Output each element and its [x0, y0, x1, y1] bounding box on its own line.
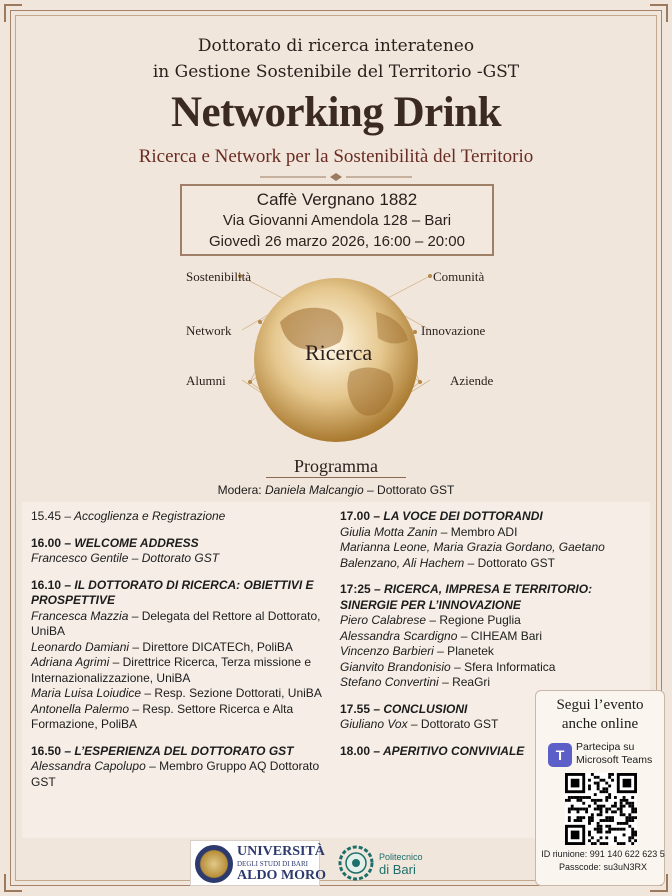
- program-item-title: [31, 509, 331, 525]
- program-item: [340, 509, 630, 571]
- program-item: [31, 536, 331, 567]
- program-item-dash: –: [61, 577, 75, 592]
- program-item-title: [340, 509, 630, 525]
- program-item-dash: –: [61, 535, 75, 550]
- speaker-line: [31, 609, 331, 640]
- moderator-prefix: Modera:: [217, 483, 265, 497]
- poliba-gear-icon: [337, 844, 375, 882]
- online-subtitle: anche online: [561, 716, 639, 732]
- globe-label-comunita: Comunità: [433, 269, 485, 284]
- speaker-role: – ReaGri: [438, 675, 491, 689]
- speaker-line: [340, 660, 630, 676]
- meeting-passcode: Passcode: su3uN3RX: [558, 862, 648, 872]
- speaker-role: – Direttrice Ricerca, Terza missione e Internazionalizzazione, UniBA: [31, 655, 312, 685]
- speaker-line: [31, 702, 331, 733]
- program-item-label: CONCLUSIONI: [383, 701, 468, 716]
- program-item-dash: –: [61, 509, 74, 523]
- moderator-line: [0, 483, 672, 497]
- program-item-label: L’ESPERIENZA DEL DOTTORATO GST: [74, 743, 294, 758]
- corner-ornament: [4, 874, 22, 892]
- program-item: [340, 582, 630, 691]
- speaker-name: Marianna Leone, Maria Grazia Gordano, Gaetano Balenzano, Ali Hachem: [340, 540, 605, 570]
- speaker-line: [340, 613, 630, 629]
- uniba-logo-line3: ALDO MORO: [237, 868, 327, 883]
- speaker-role: – Dottorato GST: [128, 551, 220, 565]
- venue-address: Via Giovanni Amendola 128 – Bari: [222, 212, 452, 229]
- moderator-name: Daniela Malcangio: [264, 483, 364, 497]
- speaker-role: – Membro Gruppo AQ Dottorato GST: [31, 759, 320, 789]
- teams-line2: Microsoft Teams: [576, 754, 653, 766]
- online-panel: [535, 690, 665, 886]
- globe-label-aziende: Aziende: [450, 373, 494, 388]
- program-item-time: 15.45: [31, 509, 62, 523]
- qr-code-icon[interactable]: [546, 773, 656, 845]
- speaker-role: – Dottorato GST: [407, 717, 499, 731]
- program-item-dash: –: [370, 743, 383, 758]
- speaker-role: – Delegata del Rettore al Dottorato, UniBA: [31, 608, 321, 638]
- speaker-line: [31, 759, 331, 790]
- teams-line1: Partecipa su: [576, 741, 635, 753]
- speaker-name: Francesca Mazzia: [31, 608, 129, 623]
- program-heading: Programma: [294, 456, 378, 476]
- speaker-role: – Membro ADI: [437, 524, 518, 539]
- globe-label-alumni: Alumni: [186, 373, 226, 388]
- speaker-line: [31, 640, 331, 656]
- speaker-name: Antonella Palermo: [31, 701, 130, 716]
- event-datetime: Giovedì 26 marzo 2026, 16:00 – 20:00: [208, 233, 465, 250]
- program-item-time: 17.55: [340, 701, 371, 716]
- speaker-line: [31, 655, 331, 686]
- teams-icon[interactable]: T: [548, 743, 572, 767]
- venue-box: [180, 184, 494, 256]
- speaker-name: Adriana Agrimi: [31, 655, 110, 669]
- globe-label-innovazione: Innovazione: [421, 323, 486, 338]
- speaker-name: Alessandra Capolupo: [31, 759, 146, 773]
- uniba-logo-line1: UNIVERSITÀ: [237, 844, 325, 859]
- speaker-name: Giulia Motta Zanin: [340, 524, 438, 539]
- venue-name: Caffè Vergnano 1882: [256, 190, 418, 209]
- program-item-label: Accoglienza e Registrazione: [73, 509, 226, 523]
- speaker-name: Alessandra Scardigno: [340, 628, 458, 643]
- program-item-label: RICERCA, IMPRESA E TERRITORIO: SINERGIE PER L’INNOVAZIONE: [340, 582, 593, 612]
- program-item-time: 16.50: [31, 743, 62, 758]
- program-item-time: 16.00: [31, 535, 62, 550]
- globe-label-sostenibilita: Sostenibilità: [186, 269, 251, 284]
- speaker-name: Vincenzo Barbieri: [340, 644, 434, 658]
- uniba-logo: [190, 840, 327, 886]
- program-item-title: [31, 536, 331, 552]
- program-item-title: [340, 582, 630, 613]
- speaker-line: [340, 675, 630, 691]
- speaker-role: – CIHEAM Bari: [457, 628, 543, 643]
- program-underline: [266, 477, 406, 478]
- uniba-seal-icon: [195, 845, 233, 883]
- speaker-line: [340, 540, 630, 571]
- program-item-dash: –: [370, 509, 384, 523]
- uniba-logo-line2: DEGLI STUDI DI BARI: [237, 860, 308, 868]
- program-item-label: WELCOME ADDRESS: [74, 535, 199, 550]
- program-item: [31, 578, 331, 733]
- program-name-line1: Dottorato di ricerca interateneo: [197, 36, 475, 56]
- speaker-role: – Sfera Informatica: [450, 659, 556, 674]
- program-item: [31, 509, 331, 525]
- speaker-name: Francesco Gentile: [31, 551, 129, 565]
- poliba-logo: [335, 840, 433, 886]
- speaker-line: [340, 644, 630, 660]
- program-column-left: [31, 509, 331, 801]
- program-item-dash: –: [61, 743, 75, 758]
- program-item-label: APERITIVO CONVIVIALE: [382, 743, 525, 758]
- speaker-line: [340, 525, 630, 541]
- program-item-title: [31, 744, 331, 760]
- moderator-role: – Dottorato GST: [363, 483, 455, 497]
- speaker-line: [31, 686, 331, 702]
- speaker-name: Piero Calabrese: [340, 613, 427, 627]
- ornament-divider: [260, 172, 412, 182]
- speaker-role: – Dottorato GST: [464, 555, 555, 570]
- program-item-label: IL DOTTORATO DI RICERCA: OBIETTIVI E PROSPETTIVE: [31, 577, 314, 607]
- speaker-role: – Regione Puglia: [426, 613, 521, 627]
- teams-link[interactable]: [576, 741, 652, 767]
- meeting-id: ID riunione: 991 140 622 623 5: [541, 849, 665, 859]
- corner-ornament: [650, 4, 668, 22]
- speaker-role: – Planetek: [433, 644, 494, 658]
- corner-ornament: [4, 4, 22, 22]
- program-item-time: 17.00: [340, 509, 371, 523]
- speaker-name: Giuliano Vox: [340, 717, 408, 731]
- speaker-line: [31, 551, 331, 567]
- speaker-name: Leonardo Damiani: [31, 639, 130, 654]
- globe-label-network: Network: [186, 323, 232, 338]
- online-title: Segui l’evento: [556, 697, 644, 713]
- program-item-dash: –: [370, 701, 384, 716]
- speaker-role: – Resp. Settore Ricerca e Alta Formazione, PoliBA: [31, 701, 294, 731]
- program-item-dash: –: [370, 582, 385, 596]
- program-item-title: [31, 578, 331, 609]
- speaker-name: Stefano Convertini: [340, 675, 439, 689]
- program-item-time: 16.10: [31, 577, 62, 592]
- event-subtitle: Ricerca e Network per la Sostenibilità del Territorio: [138, 146, 534, 167]
- speaker-line: [340, 629, 630, 645]
- program-item-time: 17:25: [340, 582, 371, 596]
- program-name-line2: in Gestione Sostenibile del Territorio -GST: [152, 62, 520, 82]
- program-item: [31, 744, 331, 791]
- poliba-logo-line1: Politecnico: [379, 852, 423, 862]
- speaker-name: Gianvito Brandonisio: [340, 659, 451, 674]
- poliba-logo-line2: di Bari: [379, 862, 416, 877]
- speaker-role: – Resp. Sezione Dottorati, UniBA: [141, 686, 322, 700]
- globe-center-label: Ricerca: [305, 340, 373, 365]
- program-item-label: LA VOCE DEI DOTTORANDI: [383, 509, 543, 523]
- event-title: Networking Drink: [170, 89, 502, 136]
- program-item-time: 18.00: [340, 743, 371, 758]
- speaker-role: – Direttore DICATECh, PoliBA: [129, 639, 293, 654]
- speaker-name: Maria Luisa Loiudice: [31, 686, 142, 700]
